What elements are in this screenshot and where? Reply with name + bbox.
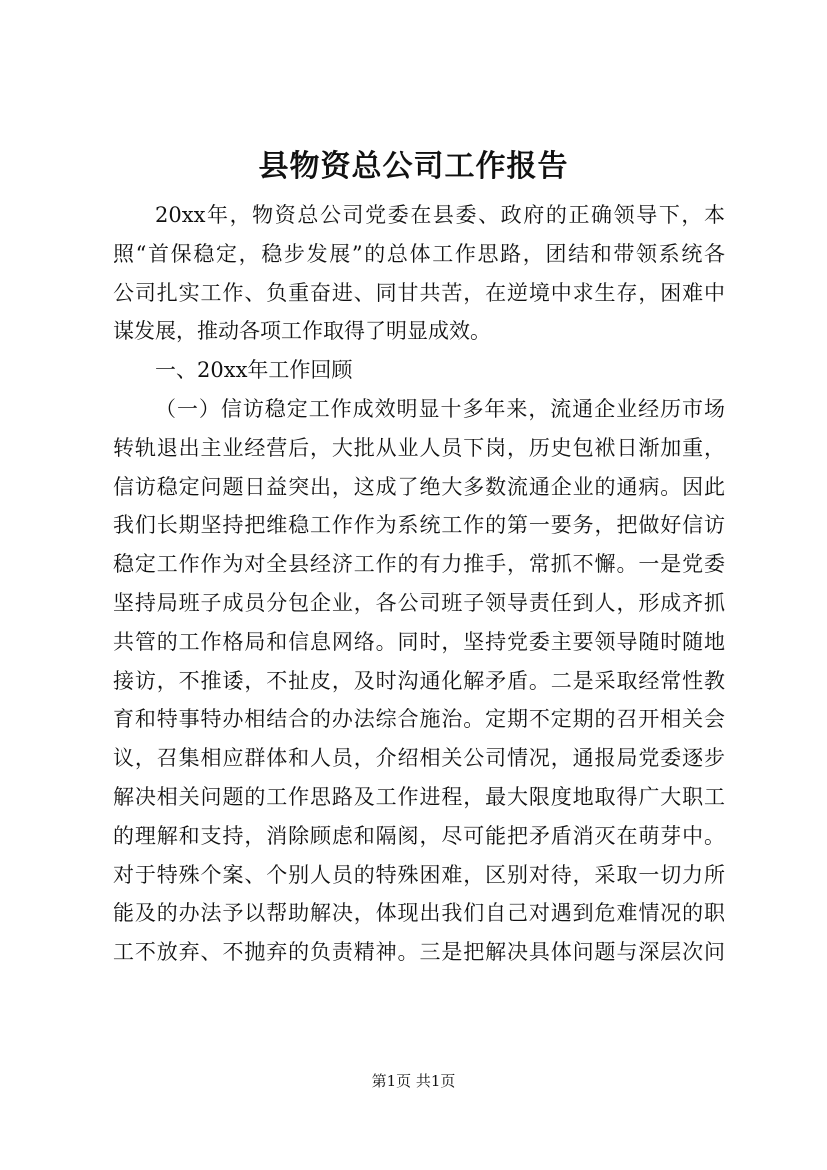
text-line: 能及的办法予以帮助解决，体现出我们自己对遇到危难情况的职	[113, 901, 725, 926]
text-line: 坚持局班子成员分包企业，各公司班子领导责任到人，形成齐抓	[113, 590, 725, 615]
text-line: 谋发展，推动各项工作取得了明显成效。	[113, 319, 491, 344]
text-line: 工不放弃、不抛弃的负责精神。三是把解决具体问题与深层次问	[113, 940, 725, 965]
text-line: 公司扎实工作、负重奋进、同甘共苦，在逆境中求生存，困难中	[113, 280, 725, 305]
text-line: 接访，不推诿，不扯皮，及时沟通化解矛盾。二是采取经常性教	[113, 668, 725, 693]
text-line: 解决相关问题的工作思路及工作进程，最大限度地取得广大职工	[113, 784, 725, 809]
text-line: 照“首保稳定，稳步发展”的总体工作思路，团结和带领系统各	[113, 241, 725, 266]
text-line: 育和特事特办相结合的办法综合施治。定期不定期的召开相关会	[113, 707, 725, 732]
text-line: 对于特殊个案、个别人员的特殊困难，区别对待，采取一切力所	[113, 862, 725, 887]
page-footer: 第1页 共1页	[371, 1072, 456, 1090]
document-body	[113, 196, 725, 972]
text-line: 的理解和支持，消除顾虑和隔阂，尽可能把矛盾消灭在萌芽中。	[113, 823, 725, 848]
text-line: （一）信访稳定工作成效明显十多年来，流通企业经历市场	[155, 396, 725, 421]
text-line: 20xx年，物资总公司党委在县委、政府的正确领导下，本	[155, 203, 725, 227]
document-title: 县物资总公司工作报告	[258, 149, 569, 184]
text-line: 议，召集相应群体和人员，介绍相关公司情况，通报局党委逐步	[113, 746, 725, 771]
text-line: 稳定工作作为对全县经济工作的有力推手，常抓不懈。一是党委	[113, 552, 725, 577]
text-line: 我们长期坚持把维稳工作作为系统工作的第一要务，把做好信访	[113, 513, 725, 538]
text-line: 转轨退出主业经营后，大批从业人员下岗，历史包袱日渐加重，	[113, 435, 725, 460]
text-line: 信访稳定问题日益突出，这成了绝大多数流通企业的通病。因此	[113, 474, 725, 499]
section-heading: 一、20xx年工作回顾	[155, 358, 353, 383]
text-line: 共管的工作格局和信息网络。同时，坚持党委主要领导随时随地	[113, 629, 725, 654]
